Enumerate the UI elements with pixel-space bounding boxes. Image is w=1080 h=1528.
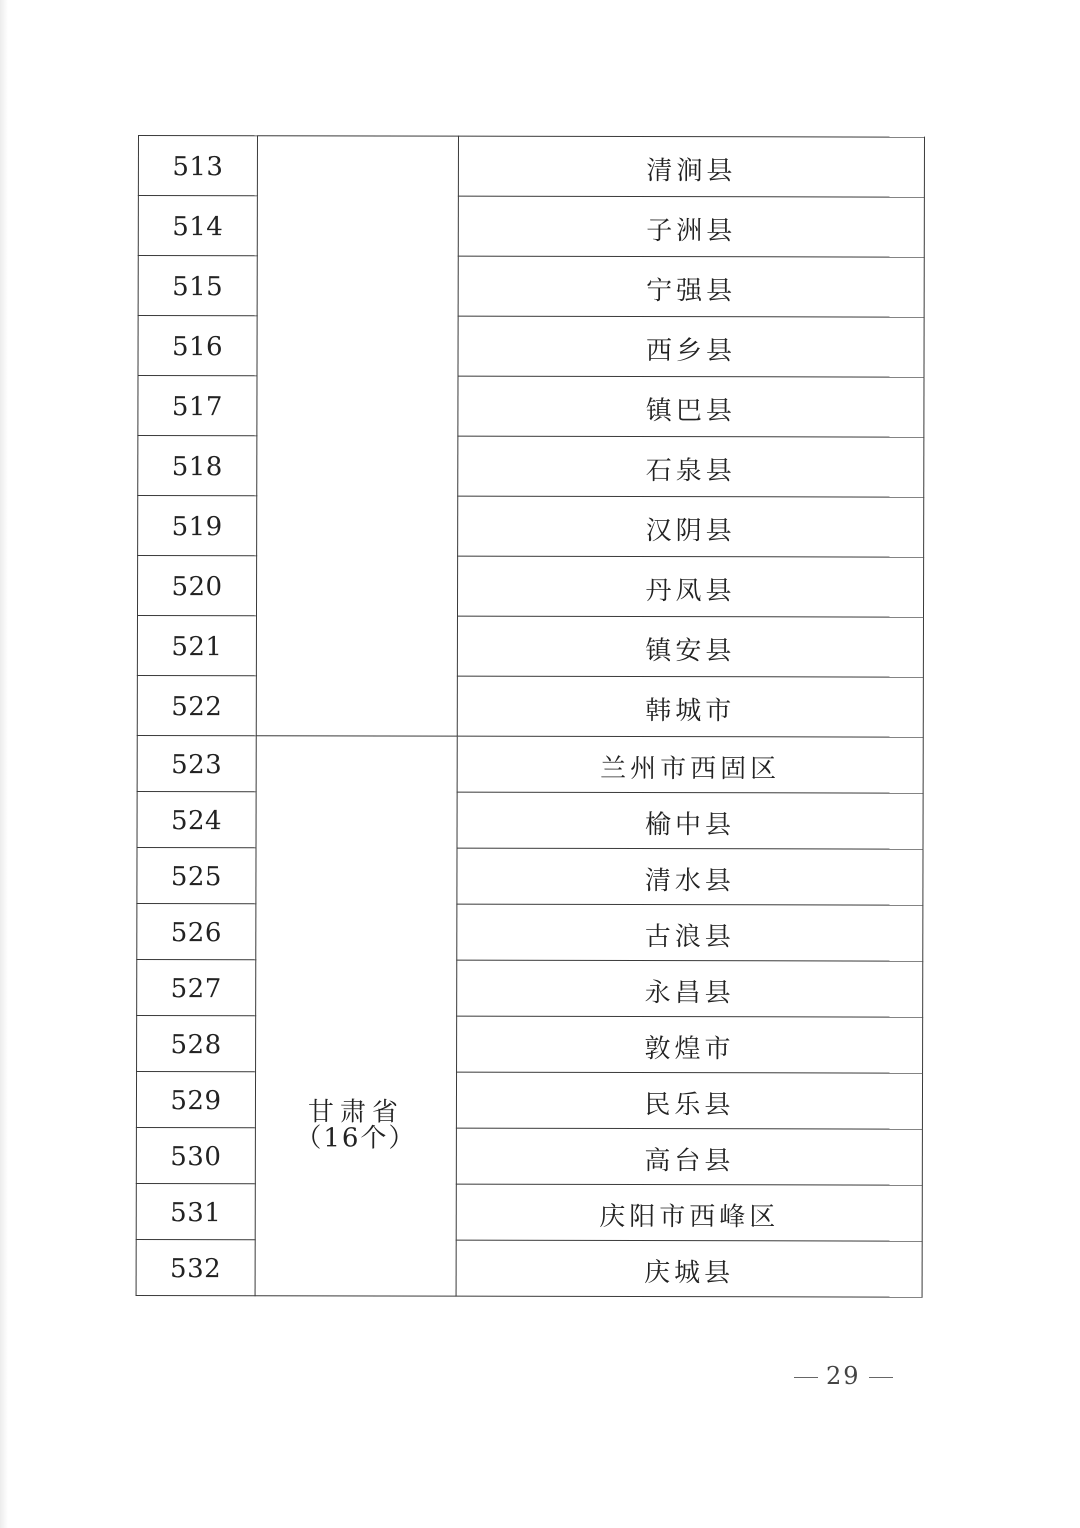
row-number: 520: [137, 556, 256, 616]
row-number: 521: [137, 616, 256, 676]
table-row: [137, 791, 923, 849]
county-name: 韩城市: [457, 676, 923, 737]
county-name: 庆城县: [456, 1240, 922, 1297]
row-number: 515: [138, 256, 257, 316]
county-name: 清水县: [457, 848, 923, 905]
county-list-table-body: [136, 136, 924, 1298]
table-row: [137, 1015, 923, 1073]
row-number: 514: [138, 196, 257, 256]
table-row: [136, 1071, 922, 1129]
province-cell-continued: [256, 136, 458, 736]
page-number-dash-left: [794, 1377, 818, 1379]
county-name: 清涧县: [458, 136, 924, 197]
row-number: 522: [137, 675, 256, 735]
province-count: （16个）: [295, 1122, 417, 1154]
county-name: 古浪县: [457, 904, 923, 961]
table-row: [136, 1183, 922, 1241]
county-name: 丹凤县: [457, 556, 923, 617]
table-row: [137, 616, 923, 678]
table-row: [138, 316, 924, 378]
table-row: [137, 556, 923, 618]
county-name: 榆中县: [457, 792, 923, 849]
row-number: 529: [136, 1071, 255, 1127]
table-row: [137, 959, 923, 1017]
row-number: 526: [137, 903, 256, 959]
row-number: 513: [138, 136, 257, 196]
row-number: 532: [136, 1239, 255, 1295]
table-row: [137, 675, 923, 737]
county-name: 敦煌市: [457, 1016, 923, 1073]
county-name: 兰州市西固区: [457, 736, 923, 793]
county-name: 镇安县: [457, 616, 923, 677]
row-number: 518: [138, 436, 257, 496]
province-name: 甘肃省: [307, 1096, 404, 1128]
county-name: 民乐县: [456, 1072, 922, 1129]
table-row: [137, 847, 923, 905]
table-row: [138, 136, 924, 198]
row-number: 524: [137, 791, 256, 847]
county-name: 宁强县: [458, 256, 924, 317]
row-number: 530: [136, 1127, 255, 1183]
county-name: 庆阳市西峰区: [456, 1184, 922, 1241]
row-number: 528: [137, 1015, 256, 1071]
row-number: 519: [138, 496, 257, 556]
table-row: [138, 196, 924, 258]
table-row: [137, 735, 923, 793]
table-row: [138, 436, 924, 498]
table-row: [136, 1127, 922, 1185]
province-cell: [255, 736, 457, 1296]
table-row: [138, 496, 924, 558]
county-name: 镇巴县: [458, 376, 924, 437]
page-number-text: 29: [826, 1362, 861, 1390]
row-number: 516: [138, 316, 257, 376]
row-number: 531: [136, 1183, 255, 1239]
county-name: 汉阴县: [458, 496, 924, 557]
county-name: 石泉县: [458, 436, 924, 497]
row-number: 525: [137, 847, 256, 903]
table-row: [138, 376, 924, 438]
table-row: [137, 903, 923, 961]
page-number-dash-right: [869, 1377, 893, 1379]
page-number: [786, 1362, 901, 1390]
row-number: 527: [137, 959, 256, 1015]
county-name: 子洲县: [458, 196, 924, 257]
table-row: [138, 256, 924, 318]
county-name: 西乡县: [458, 316, 924, 377]
table-row: [136, 1239, 922, 1297]
county-list-table: [136, 135, 925, 1298]
row-number: 517: [138, 376, 257, 436]
row-number: 523: [137, 735, 256, 791]
county-name: 高台县: [456, 1128, 922, 1185]
county-name: 永昌县: [457, 960, 923, 1017]
